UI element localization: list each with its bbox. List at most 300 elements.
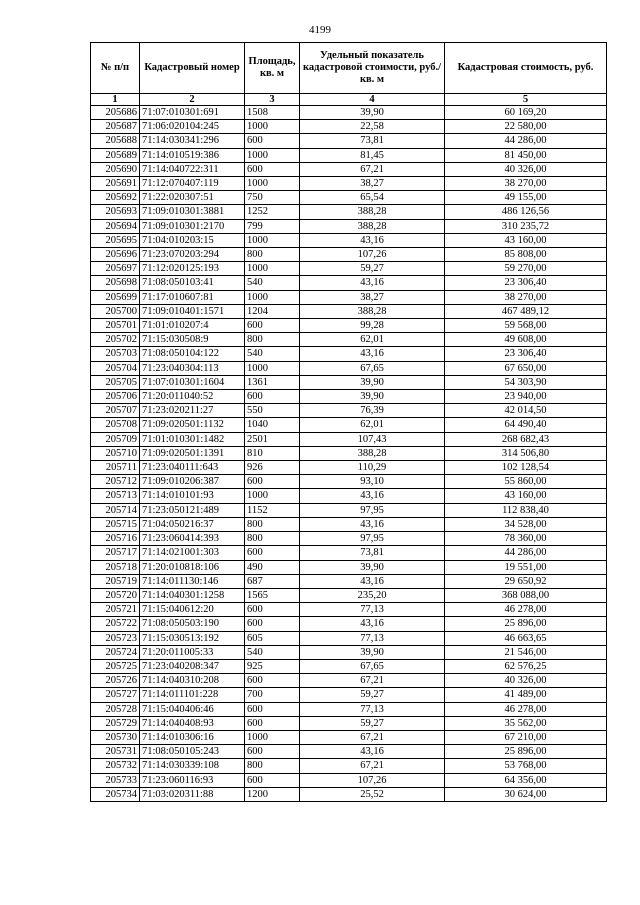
cadastral-number-cell: 71:22:020307:51 [140, 191, 245, 205]
unit-value-cell: 43,16 [300, 574, 445, 588]
table-row [91, 645, 607, 659]
cadastral-number-cell: 71:23:060414:393 [140, 532, 245, 546]
area-cell: 1200 [245, 787, 300, 801]
cadastral-value-cell: 49 155,00 [445, 191, 607, 205]
cadastral-number-cell: 71:23:040304:113 [140, 361, 245, 375]
cadastral-value-cell: 64 356,00 [445, 773, 607, 787]
row-number-cell: 205686 [91, 106, 140, 120]
unit-value-cell: 62,01 [300, 418, 445, 432]
table-row [91, 702, 607, 716]
cadastral-value-cell: 46 278,00 [445, 702, 607, 716]
table-row [91, 304, 607, 318]
cadastral-value-cell: 112 838,40 [445, 503, 607, 517]
column-number: 4 [300, 94, 445, 106]
table-row [91, 631, 607, 645]
unit-value-cell: 22,58 [300, 120, 445, 134]
cadastral-value-cell: 62 576,25 [445, 659, 607, 673]
row-number-cell: 205729 [91, 716, 140, 730]
cadastral-value-cell: 467 489,12 [445, 304, 607, 318]
row-number-cell: 205699 [91, 290, 140, 304]
unit-value-cell: 39,90 [300, 645, 445, 659]
unit-value-cell: 76,39 [300, 404, 445, 418]
area-cell: 600 [245, 162, 300, 176]
cadastral-value-cell: 53 768,00 [445, 759, 607, 773]
unit-value-cell: 43,16 [300, 617, 445, 631]
area-cell: 1000 [245, 361, 300, 375]
cadastral-value-cell: 25 896,00 [445, 617, 607, 631]
unit-value-cell: 97,95 [300, 503, 445, 517]
row-number-cell: 205707 [91, 404, 140, 418]
unit-value-cell: 39,90 [300, 106, 445, 120]
area-cell: 600 [245, 773, 300, 787]
area-cell: 1000 [245, 177, 300, 191]
row-number-cell: 205694 [91, 219, 140, 233]
cadastral-number-cell: 71:23:040208:347 [140, 659, 245, 673]
row-number-cell: 205713 [91, 489, 140, 503]
unit-value-cell: 39,90 [300, 390, 445, 404]
cadastral-value-cell: 310 235,72 [445, 219, 607, 233]
unit-value-cell: 97,95 [300, 532, 445, 546]
cadastral-value-cell: 268 682,43 [445, 432, 607, 446]
area-cell: 1000 [245, 148, 300, 162]
area-cell: 600 [245, 546, 300, 560]
unit-value-cell: 38,27 [300, 177, 445, 191]
cadastral-number-cell: 71:14:010306:16 [140, 730, 245, 744]
table-row [91, 262, 607, 276]
header-cell: Удельный показатель кадастровой стоимости, руб./кв. м [300, 43, 445, 94]
cadastral-value-cell: 85 808,00 [445, 248, 607, 262]
row-number-cell: 205718 [91, 560, 140, 574]
unit-value-cell: 39,90 [300, 560, 445, 574]
row-number-cell: 205704 [91, 361, 140, 375]
area-cell: 600 [245, 603, 300, 617]
table-row [91, 134, 607, 148]
cadastral-value-cell: 59 270,00 [445, 262, 607, 276]
cadastral-value-cell: 34 528,00 [445, 517, 607, 531]
area-cell: 600 [245, 674, 300, 688]
cadastral-number-cell: 71:09:010301:3881 [140, 205, 245, 219]
area-cell: 1000 [245, 262, 300, 276]
table-row [91, 290, 607, 304]
area-cell: 750 [245, 191, 300, 205]
cadastral-number-cell: 71:15:030513:192 [140, 631, 245, 645]
area-cell: 600 [245, 702, 300, 716]
table-row [91, 503, 607, 517]
cadastral-value-cell: 23 940,00 [445, 390, 607, 404]
cadastral-number-cell: 71:09:020501:1391 [140, 446, 245, 460]
table-row [91, 404, 607, 418]
unit-value-cell: 62,01 [300, 333, 445, 347]
column-number-row [91, 94, 607, 106]
cadastral-table [90, 42, 607, 802]
row-number-cell: 205709 [91, 432, 140, 446]
cadastral-number-cell: 71:14:040301:1258 [140, 588, 245, 602]
table-row [91, 418, 607, 432]
table-row [91, 730, 607, 744]
table-row [91, 248, 607, 262]
row-number-cell: 205720 [91, 588, 140, 602]
row-number-cell: 205722 [91, 617, 140, 631]
row-number-cell: 205712 [91, 475, 140, 489]
table-row [91, 319, 607, 333]
unit-value-cell: 43,16 [300, 276, 445, 290]
table-row [91, 446, 607, 460]
row-number-cell: 205700 [91, 304, 140, 318]
area-cell: 1508 [245, 106, 300, 120]
cadastral-value-cell: 49 608,00 [445, 333, 607, 347]
unit-value-cell: 67,21 [300, 730, 445, 744]
row-number-cell: 205710 [91, 446, 140, 460]
unit-value-cell: 67,21 [300, 674, 445, 688]
cadastral-value-cell: 25 896,00 [445, 745, 607, 759]
area-cell: 2501 [245, 432, 300, 446]
table-row [91, 659, 607, 673]
row-number-cell: 205721 [91, 603, 140, 617]
row-number-cell: 205690 [91, 162, 140, 176]
area-cell: 1000 [245, 290, 300, 304]
unit-value-cell: 43,16 [300, 347, 445, 361]
table-row [91, 177, 607, 191]
area-cell: 1000 [245, 233, 300, 247]
cadastral-number-cell: 71:06:020104:245 [140, 120, 245, 134]
row-number-cell: 205730 [91, 730, 140, 744]
cadastral-number-cell: 71:12:020125:193 [140, 262, 245, 276]
row-number-cell: 205728 [91, 702, 140, 716]
column-number: 1 [91, 94, 140, 106]
header-cell: Кадастровый номер [140, 43, 245, 94]
unit-value-cell: 77,13 [300, 631, 445, 645]
unit-value-cell: 59,27 [300, 262, 445, 276]
table-row [91, 688, 607, 702]
cadastral-value-cell: 64 490,40 [445, 418, 607, 432]
cadastral-value-cell: 314 506,80 [445, 446, 607, 460]
area-cell: 800 [245, 248, 300, 262]
cadastral-number-cell: 71:15:040406:46 [140, 702, 245, 716]
table-row [91, 361, 607, 375]
area-cell: 550 [245, 404, 300, 418]
row-number-cell: 205695 [91, 233, 140, 247]
unit-value-cell: 59,27 [300, 716, 445, 730]
unit-value-cell: 388,28 [300, 219, 445, 233]
unit-value-cell: 39,90 [300, 375, 445, 389]
unit-value-cell: 43,16 [300, 517, 445, 531]
table-row [91, 219, 607, 233]
row-number-cell: 205701 [91, 319, 140, 333]
area-cell: 600 [245, 319, 300, 333]
cadastral-number-cell: 71:14:011101:228 [140, 688, 245, 702]
cadastral-number-cell: 71:20:011005:33 [140, 645, 245, 659]
cadastral-number-cell: 71:14:030341:296 [140, 134, 245, 148]
row-number-cell: 205703 [91, 347, 140, 361]
area-cell: 926 [245, 461, 300, 475]
area-cell: 1000 [245, 730, 300, 744]
cadastral-value-cell: 46 663,65 [445, 631, 607, 645]
row-number-cell: 205691 [91, 177, 140, 191]
cadastral-value-cell: 43 160,00 [445, 233, 607, 247]
area-cell: 1252 [245, 205, 300, 219]
row-number-cell: 205706 [91, 390, 140, 404]
unit-value-cell: 43,16 [300, 745, 445, 759]
area-cell: 687 [245, 574, 300, 588]
unit-value-cell: 77,13 [300, 702, 445, 716]
cadastral-number-cell: 71:14:040408:93 [140, 716, 245, 730]
cadastral-number-cell: 71:09:010401:1571 [140, 304, 245, 318]
unit-value-cell: 107,26 [300, 773, 445, 787]
cadastral-value-cell: 19 551,00 [445, 560, 607, 574]
table-row [91, 489, 607, 503]
cadastral-value-cell: 23 306,40 [445, 347, 607, 361]
row-number-cell: 205727 [91, 688, 140, 702]
cadastral-number-cell: 71:08:050105:243 [140, 745, 245, 759]
cadastral-value-cell: 22 580,00 [445, 120, 607, 134]
cadastral-number-cell: 71:07:010301:1604 [140, 375, 245, 389]
unit-value-cell: 67,21 [300, 759, 445, 773]
table-body [91, 106, 607, 802]
cadastral-value-cell: 41 489,00 [445, 688, 607, 702]
row-number-cell: 205697 [91, 262, 140, 276]
row-number-cell: 205689 [91, 148, 140, 162]
table-row [91, 532, 607, 546]
table-row [91, 674, 607, 688]
area-cell: 600 [245, 390, 300, 404]
table-row [91, 461, 607, 475]
cadastral-number-cell: 71:03:020311:88 [140, 787, 245, 801]
unit-value-cell: 93,10 [300, 475, 445, 489]
page-number: 4199 [309, 24, 331, 36]
unit-value-cell: 235,20 [300, 588, 445, 602]
row-number-cell: 205698 [91, 276, 140, 290]
row-number-cell: 205687 [91, 120, 140, 134]
unit-value-cell: 73,81 [300, 134, 445, 148]
cadastral-number-cell: 71:15:040612:20 [140, 603, 245, 617]
area-cell: 600 [245, 745, 300, 759]
table-row [91, 787, 607, 801]
unit-value-cell: 67,21 [300, 162, 445, 176]
area-cell: 800 [245, 532, 300, 546]
cadastral-value-cell: 44 286,00 [445, 546, 607, 560]
row-number-cell: 205719 [91, 574, 140, 588]
row-number-cell: 205714 [91, 503, 140, 517]
table-row [91, 148, 607, 162]
table-row [91, 375, 607, 389]
column-number: 3 [245, 94, 300, 106]
row-number-cell: 205734 [91, 787, 140, 801]
cadastral-number-cell: 71:23:060116:93 [140, 773, 245, 787]
area-cell: 600 [245, 475, 300, 489]
table-row [91, 162, 607, 176]
cadastral-value-cell: 29 650,92 [445, 574, 607, 588]
cadastral-value-cell: 38 270,00 [445, 290, 607, 304]
row-number-cell: 205705 [91, 375, 140, 389]
table-row [91, 588, 607, 602]
table-row [91, 773, 607, 787]
table-row [91, 205, 607, 219]
cadastral-value-cell: 44 286,00 [445, 134, 607, 148]
area-cell: 540 [245, 276, 300, 290]
area-cell: 810 [245, 446, 300, 460]
cadastral-number-cell: 71:08:050503:190 [140, 617, 245, 631]
unit-value-cell: 110,29 [300, 461, 445, 475]
row-number-cell: 205708 [91, 418, 140, 432]
table-row [91, 745, 607, 759]
unit-value-cell: 388,28 [300, 304, 445, 318]
unit-value-cell: 59,27 [300, 688, 445, 702]
unit-value-cell: 38,27 [300, 290, 445, 304]
cadastral-number-cell: 71:04:050216:37 [140, 517, 245, 531]
area-cell: 799 [245, 219, 300, 233]
table-row [91, 517, 607, 531]
cadastral-number-cell: 71:14:040722:311 [140, 162, 245, 176]
table-row [91, 233, 607, 247]
unit-value-cell: 67,65 [300, 659, 445, 673]
cadastral-number-cell: 71:12:070407:119 [140, 177, 245, 191]
row-number-cell: 205717 [91, 546, 140, 560]
area-cell: 800 [245, 333, 300, 347]
area-cell: 600 [245, 617, 300, 631]
row-number-cell: 205696 [91, 248, 140, 262]
cadastral-number-cell: 71:23:040111:643 [140, 461, 245, 475]
row-number-cell: 205726 [91, 674, 140, 688]
cadastral-number-cell: 71:08:050104:122 [140, 347, 245, 361]
row-number-cell: 205723 [91, 631, 140, 645]
cadastral-number-cell: 71:23:070203:294 [140, 248, 245, 262]
cadastral-number-cell: 71:20:010818:106 [140, 560, 245, 574]
area-cell: 600 [245, 716, 300, 730]
table-row [91, 120, 607, 134]
cadastral-value-cell: 40 326,00 [445, 674, 607, 688]
unit-value-cell: 43,16 [300, 489, 445, 503]
cadastral-value-cell: 30 624,00 [445, 787, 607, 801]
header-row [91, 43, 607, 94]
cadastral-value-cell: 46 278,00 [445, 603, 607, 617]
cadastral-number-cell: 71:09:010206:387 [140, 475, 245, 489]
cadastral-value-cell: 23 306,40 [445, 276, 607, 290]
area-cell: 540 [245, 645, 300, 659]
unit-value-cell: 388,28 [300, 446, 445, 460]
row-number-cell: 205688 [91, 134, 140, 148]
area-cell: 700 [245, 688, 300, 702]
cadastral-number-cell: 71:20:011040:52 [140, 390, 245, 404]
table-row [91, 347, 607, 361]
area-cell: 605 [245, 631, 300, 645]
row-number-cell: 205711 [91, 461, 140, 475]
cadastral-number-cell: 71:23:020211:27 [140, 404, 245, 418]
row-number-cell: 205732 [91, 759, 140, 773]
area-cell: 925 [245, 659, 300, 673]
cadastral-number-cell: 71:14:030339:108 [140, 759, 245, 773]
area-cell: 800 [245, 517, 300, 531]
cadastral-number-cell: 71:15:030508:9 [140, 333, 245, 347]
cadastral-value-cell: 42 014,50 [445, 404, 607, 418]
column-number: 2 [140, 94, 245, 106]
cadastral-value-cell: 38 270,00 [445, 177, 607, 191]
column-number: 5 [445, 94, 607, 106]
table-row [91, 390, 607, 404]
row-number-cell: 205724 [91, 645, 140, 659]
table-row [91, 759, 607, 773]
cadastral-value-cell: 368 088,00 [445, 588, 607, 602]
area-cell: 1152 [245, 503, 300, 517]
cadastral-number-cell: 71:23:050121:489 [140, 503, 245, 517]
area-cell: 600 [245, 134, 300, 148]
table-row [91, 191, 607, 205]
area-cell: 1000 [245, 120, 300, 134]
cadastral-value-cell: 67 210,00 [445, 730, 607, 744]
table-row [91, 106, 607, 120]
cadastral-number-cell: 71:01:010301:1482 [140, 432, 245, 446]
cadastral-number-cell: 71:14:040310:208 [140, 674, 245, 688]
area-cell: 1361 [245, 375, 300, 389]
cadastral-number-cell: 71:14:010519:386 [140, 148, 245, 162]
cadastral-value-cell: 59 568,00 [445, 319, 607, 333]
unit-value-cell: 77,13 [300, 603, 445, 617]
unit-value-cell: 107,26 [300, 248, 445, 262]
cadastral-value-cell: 54 303,90 [445, 375, 607, 389]
cadastral-number-cell: 71:14:010101:93 [140, 489, 245, 503]
cadastral-value-cell: 21 546,00 [445, 645, 607, 659]
row-number-cell: 205731 [91, 745, 140, 759]
header-cell: Площадь, кв. м [245, 43, 300, 94]
header-cell: № п/п [91, 43, 140, 94]
cadastral-value-cell: 67 650,00 [445, 361, 607, 375]
table-row [91, 574, 607, 588]
unit-value-cell: 67,65 [300, 361, 445, 375]
cadastral-value-cell: 60 169,20 [445, 106, 607, 120]
row-number-cell: 205692 [91, 191, 140, 205]
cadastral-value-cell: 40 326,00 [445, 162, 607, 176]
table-row [91, 546, 607, 560]
unit-value-cell: 81,45 [300, 148, 445, 162]
table-row [91, 617, 607, 631]
cadastral-value-cell: 78 360,00 [445, 532, 607, 546]
area-cell: 540 [245, 347, 300, 361]
row-number-cell: 205715 [91, 517, 140, 531]
unit-value-cell: 73,81 [300, 546, 445, 560]
cadastral-number-cell: 71:14:011130:146 [140, 574, 245, 588]
unit-value-cell: 43,16 [300, 233, 445, 247]
table-row [91, 475, 607, 489]
row-number-cell: 205702 [91, 333, 140, 347]
cadastral-number-cell: 71:04:010203:15 [140, 233, 245, 247]
unit-value-cell: 99,28 [300, 319, 445, 333]
cadastral-number-cell: 71:09:020501:1132 [140, 418, 245, 432]
cadastral-value-cell: 486 126,56 [445, 205, 607, 219]
cadastral-number-cell: 71:14:021001:303 [140, 546, 245, 560]
area-cell: 1040 [245, 418, 300, 432]
cadastral-value-cell: 43 160,00 [445, 489, 607, 503]
area-cell: 1000 [245, 489, 300, 503]
row-number-cell: 205725 [91, 659, 140, 673]
table-row [91, 603, 607, 617]
row-number-cell: 205733 [91, 773, 140, 787]
area-cell: 490 [245, 560, 300, 574]
cadastral-number-cell: 71:08:050103:41 [140, 276, 245, 290]
table-row [91, 276, 607, 290]
unit-value-cell: 388,28 [300, 205, 445, 219]
cadastral-value-cell: 35 562,00 [445, 716, 607, 730]
cadastral-number-cell: 71:17:010607:81 [140, 290, 245, 304]
cadastral-value-cell: 81 450,00 [445, 148, 607, 162]
table-row [91, 560, 607, 574]
unit-value-cell: 65,54 [300, 191, 445, 205]
area-cell: 1565 [245, 588, 300, 602]
cadastral-number-cell: 71:09:010301:2170 [140, 219, 245, 233]
table-row [91, 333, 607, 347]
cadastral-number-cell: 71:07:010301:691 [140, 106, 245, 120]
unit-value-cell: 25,52 [300, 787, 445, 801]
row-number-cell: 205716 [91, 532, 140, 546]
table-row [91, 716, 607, 730]
